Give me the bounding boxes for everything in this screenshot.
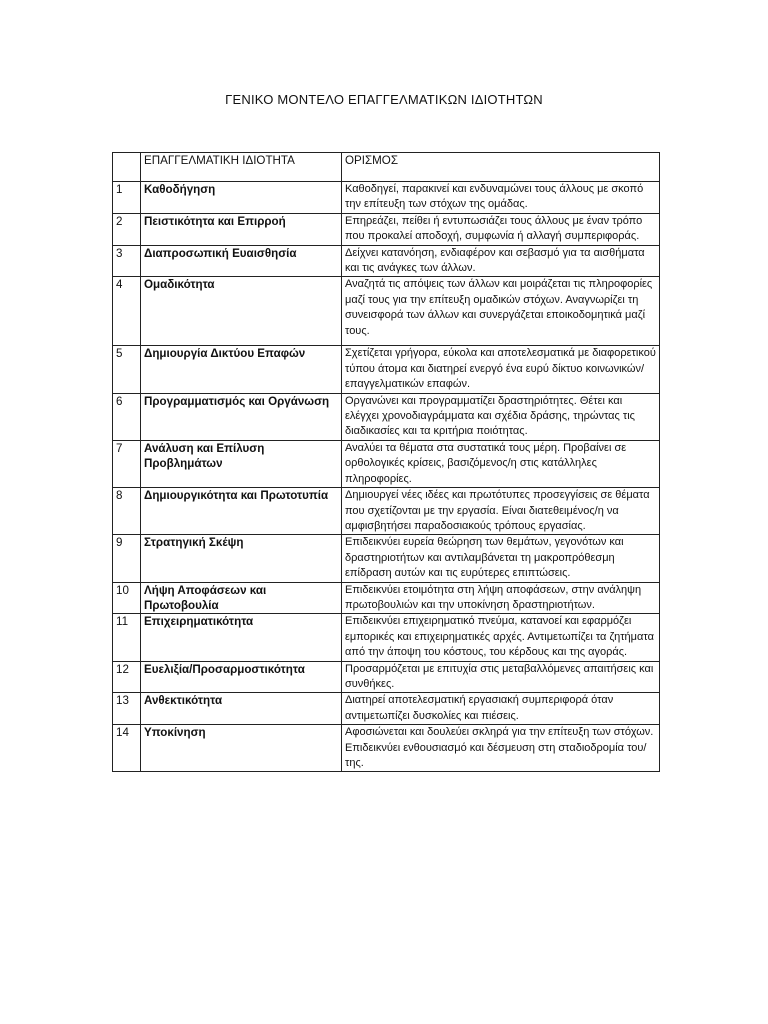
row-number: 7 xyxy=(113,440,141,487)
attribute-name: Πειστικότητα και Επιρροή xyxy=(141,213,342,245)
attribute-name: Καθοδήγηση xyxy=(141,182,342,214)
row-number: 11 xyxy=(113,614,141,661)
attribute-name: Δημιουργία Δικτύου Επαφών xyxy=(141,346,342,393)
row-number: 8 xyxy=(113,488,141,535)
table-row xyxy=(113,488,660,535)
header-definition: ΟΡΙΣΜΟΣ xyxy=(342,153,660,182)
attribute-definition: Επηρεάζει, πείθει ή εντυπωσιάζει τους άλλους με έναν τρόπο που προκαλεί αποδοχή, συμφωνία ή αλλαγή συμπεριφοράς. xyxy=(342,213,660,245)
attribute-definition: Αναζητά τις απόψεις των άλλων και μοιράζεται τις πληροφορίες μαζί τους για την επίτευξη ομαδικών στόχων. Αναγνωρίζει τη συνεισφορά των άλλων και συνεργάζεται εποικοδομητικά μαζί τους. xyxy=(342,277,660,346)
attributes-table xyxy=(112,152,660,772)
attribute-name: Διαπροσωπική Ευαισθησία xyxy=(141,245,342,277)
attribute-name: Δημιουργικότητα και Πρωτοτυπία xyxy=(141,488,342,535)
row-number: 13 xyxy=(113,693,141,725)
table-row xyxy=(113,614,660,661)
attribute-name: Ομαδικότητα xyxy=(141,277,342,346)
table-row xyxy=(113,661,660,693)
row-number: 10 xyxy=(113,582,141,614)
table-row xyxy=(113,182,660,214)
header-attribute: ΕΠΑΓΓΕΛΜΑΤΙΚΗ ΙΔΙΟΤΗΤΑ xyxy=(141,153,342,182)
row-number: 3 xyxy=(113,245,141,277)
attribute-definition: Δείχνει κατανόηση, ενδιαφέρον και σεβασμό για τα αισθήματα και τις ανάγκες των άλλων. xyxy=(342,245,660,277)
row-number: 14 xyxy=(113,725,141,772)
attribute-name: Προγραμματισμός και Οργάνωση xyxy=(141,393,342,440)
table-row xyxy=(113,582,660,614)
table-row xyxy=(113,725,660,772)
attribute-definition: Διατηρεί αποτελεσματική εργασιακή συμπεριφορά όταν αντιμετωπίζει δυσκολίες και πιέσεις. xyxy=(342,693,660,725)
attribute-definition: Σχετίζεται γρήγορα, εύκολα και αποτελεσματικά με διαφορετικού τύπου άτομα και διατηρεί ενεργό ένα ευρύ δίκτυο κοινωνικών/επαγγελματικών επαφών. xyxy=(342,346,660,393)
attribute-definition: Καθοδηγεί, παρακινεί και ενδυναμώνει τους άλλους με σκοπό την επίτευξη των στόχων της ομάδας. xyxy=(342,182,660,214)
attribute-name: Υποκίνηση xyxy=(141,725,342,772)
table-row xyxy=(113,277,660,346)
attribute-definition: Προσαρμόζεται με επιτυχία στις μεταβαλλόμενες απαιτήσεις και συνθήκες. xyxy=(342,661,660,693)
table-row xyxy=(113,440,660,487)
table-row xyxy=(113,393,660,440)
table-row xyxy=(113,693,660,725)
attribute-definition: Επιδεικνύει επιχειρηματικό πνεύμα, κατανοεί και εφαρμόζει εμπορικές και επιχειρηματικές αρχές. Αντιμετωπίζει τα ζητήματα από την άποψη του κόστους, του κέρδους και της αγοράς. xyxy=(342,614,660,661)
table-row xyxy=(113,213,660,245)
document-title: ΓΕΝΙΚΟ ΜΟΝΤΕΛΟ ΕΠΑΓΓΕΛΜΑΤΙΚΩΝ ΙΔΙΟΤΗΤΩΝ xyxy=(225,92,543,107)
table-row xyxy=(113,245,660,277)
attribute-name: Λήψη Αποφάσεων και Πρωτοβουλία xyxy=(141,582,342,614)
row-number: 4 xyxy=(113,277,141,346)
attribute-definition: Αφοσιώνεται και δουλεύει σκληρά για την επίτευξη των στόχων. Επιδεικνύει ενθουσιασμό και δέσμευση στη σταδιοδρομία του/της. xyxy=(342,725,660,772)
header-number xyxy=(113,153,141,182)
table-row xyxy=(113,346,660,393)
attribute-definition: Επιδεικνύει ετοιμότητα στη λήψη αποφάσεων, στην ανάληψη πρωτοβουλιών και την υποκίνηση δραστηριοτήτων. xyxy=(342,582,660,614)
row-number: 12 xyxy=(113,661,141,693)
attribute-definition: Δημιουργεί νέες ιδέες και πρωτότυπες προσεγγίσεις σε θέματα που σχετίζονται με την εργασία. Είναι διατεθειμένος/η να αμφισβητήσει παραδοσιακούς τρόπους εργασίας. xyxy=(342,488,660,535)
row-number: 1 xyxy=(113,182,141,214)
table-header-row xyxy=(113,153,660,182)
table-row xyxy=(113,535,660,582)
attribute-name: Στρατηγική Σκέψη xyxy=(141,535,342,582)
attribute-name: Ευελιξία/Προσαρμοστικότητα xyxy=(141,661,342,693)
attribute-definition: Οργανώνει και προγραμματίζει δραστηριότητες. Θέτει και ελέγχει χρονοδιαγράμματα και σχέδια δράσης, τηρώντας τις διαδικασίες και τα κριτήρια ποιότητας. xyxy=(342,393,660,440)
attribute-name: Ανθεκτικότητα xyxy=(141,693,342,725)
row-number: 2 xyxy=(113,213,141,245)
attribute-name: Επιχειρηματικότητα xyxy=(141,614,342,661)
attribute-name: Ανάλυση και Επίλυση Προβλημάτων xyxy=(141,440,342,487)
attribute-definition: Επιδεικνύει ευρεία θεώρηση των θεμάτων, γεγονότων και δραστηριοτήτων και αντιλαμβάνεται τη μακροπρόθεσμη επίδραση αυτών και τις ευρύτερες επιπτώσεις. xyxy=(342,535,660,582)
row-number: 9 xyxy=(113,535,141,582)
attribute-definition: Αναλύει τα θέματα στα συστατικά τους μέρη. Προβαίνει σε ορθολογικές κρίσεις, βασιζόμενος/η στις κατάλληλες πληροφορίες. xyxy=(342,440,660,487)
row-number: 5 xyxy=(113,346,141,393)
row-number: 6 xyxy=(113,393,141,440)
